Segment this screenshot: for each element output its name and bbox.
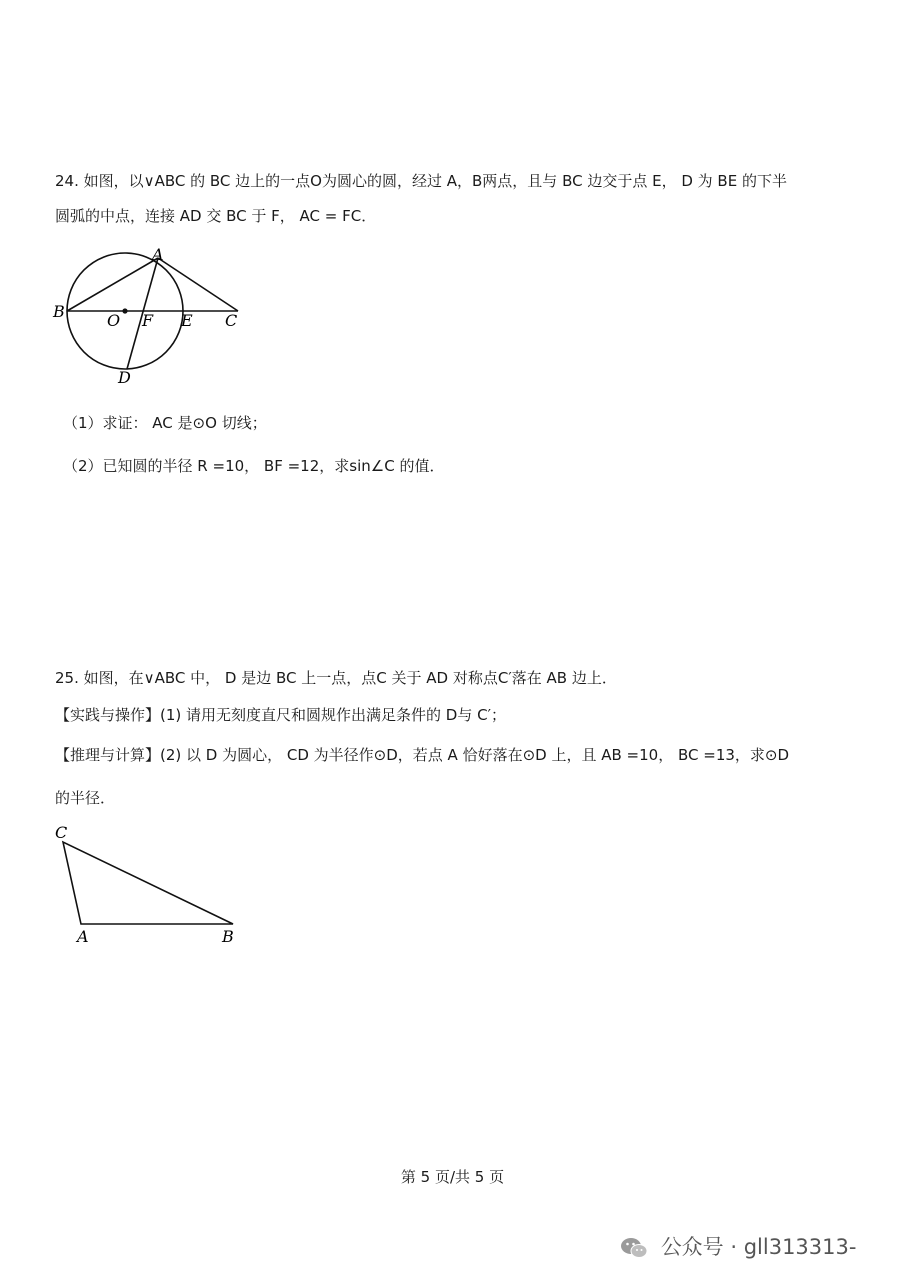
q24-label-d: D xyxy=(118,368,131,387)
q24-figure xyxy=(50,245,250,385)
q24-line1: 24. 如图，以∨ABC 的 BC 边上的一点O为圆心的圆，经过 A，B两点，且与 BC 边交于点 E， D 为 BE 的下半 xyxy=(55,172,787,190)
q25-label-a: A xyxy=(77,927,89,946)
watermark-text: 公众号 · gll313313- xyxy=(660,1235,857,1259)
q25-line3: 【推理与计算】(2) 以 D 为圆心， CD 为半径作⊙D，若点 A 恰好落在⊙D 上，且 AB =10， BC =13，求⊙D xyxy=(55,746,790,764)
watermark xyxy=(620,1231,856,1261)
q24-label-o: O xyxy=(107,311,121,330)
q25-label-c: C xyxy=(55,823,68,842)
wechat-icon xyxy=(620,1236,648,1260)
q24-part1: （1）求证： AC 是⊙O 切线； xyxy=(63,414,267,432)
q24-line-ab xyxy=(67,258,158,311)
q25-line1: 25. 如图，在∨ABC 中， D 是边 BC 上一点，点C 关于 AD 对称点C′落在 AB 边上． xyxy=(55,669,617,687)
q24-part2: （2）已知圆的半径 R =10， BF =12，求sin∠C 的值． xyxy=(63,457,445,475)
q25-line2: 【实践与操作】(1) 请用无刻度直尺和圆规作出满足条件的 D与 C′； xyxy=(55,706,506,724)
q25-figure xyxy=(50,820,250,950)
page-number: 第 5 页/共 5 页 xyxy=(400,1168,505,1186)
q24-line2: 圆弧的中点，连接 AD 交 BC 于 F， AC = FC． xyxy=(55,207,377,225)
q24-label-e: E xyxy=(181,311,193,330)
q24-label-b: B xyxy=(53,302,65,321)
q24-label-f: F xyxy=(142,311,154,330)
q24-label-c: C xyxy=(225,311,238,330)
q24-line-ac xyxy=(158,258,238,311)
q25-triangle xyxy=(63,842,233,924)
q24-label-a: A xyxy=(152,245,164,264)
q25-label-b: B xyxy=(222,927,234,946)
q25-line4: 的半径． xyxy=(55,789,116,807)
q24-center-dot xyxy=(122,308,127,313)
